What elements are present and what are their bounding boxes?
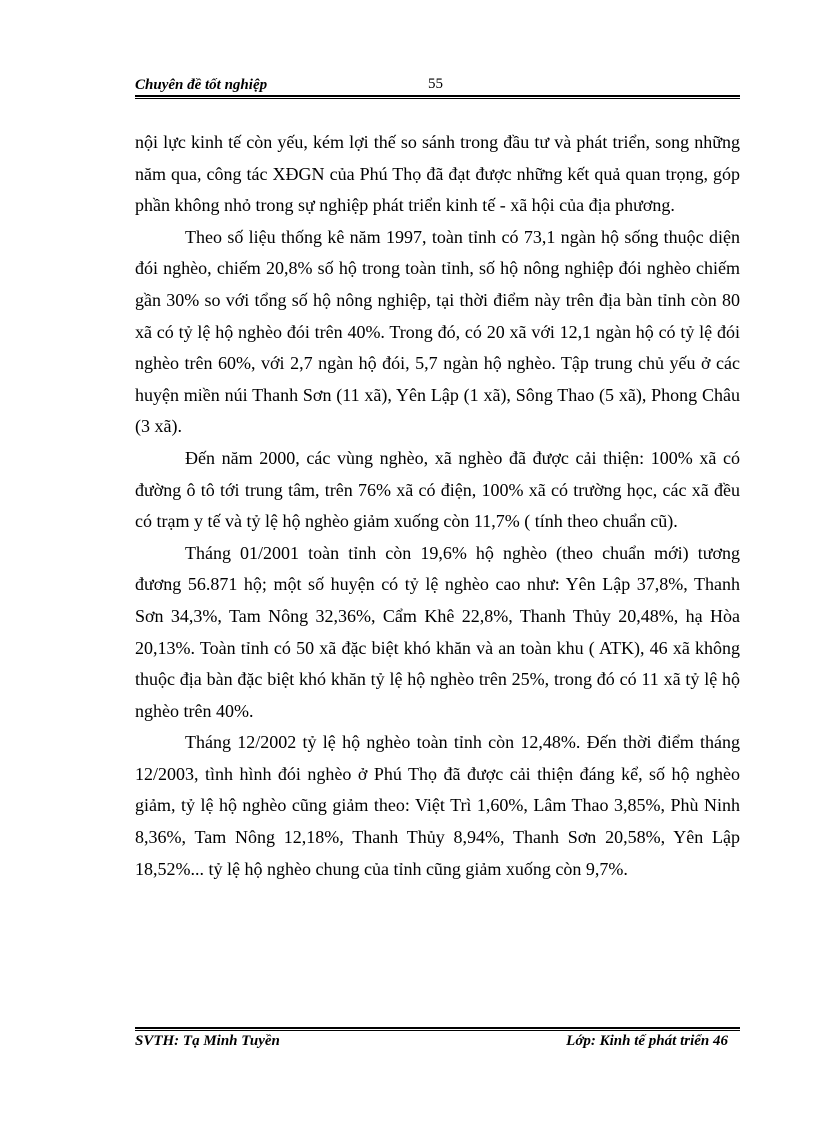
header-rule-thin [135, 98, 740, 99]
paragraph-2000-improvement: Đến năm 2000, các vùng nghèo, xã nghèo đã được cải thiện: 100% xã có đường ô tô tới trung tâm, trên 76% xã có điện, 100% xã có trường học, các xã đều có trạm y tế và tỷ lệ hộ nghèo giảm xuống còn 11,7% ( tính theo chuẩn cũ). [135, 447, 740, 532]
page-header [135, 74, 740, 96]
footer-rule-thin [135, 1030, 740, 1031]
page-number: 55 [428, 76, 443, 92]
paragraph-2002-2003: Tháng 12/2002 tỷ lệ hộ nghèo toàn tỉnh còn 12,48%. Đến thời điểm tháng 12/2003, tình hình đói nghèo ở Phú Thọ đã được cải thiện đáng kể, số hộ nghèo giảm, tỷ lệ hộ nghèo cũng giảm theo: Việt Trì 1,60%, Lâm Thao 3,85%, Phù Ninh 8,36%, Tam Nông 12,18%, Thanh Thủy 8,94%, Thanh Sơn 20,58%, Yên Lập 18,52%... tỷ lệ hộ nghèo chung của tỉnh cũng giảm xuống còn 9,7%. [135, 732, 740, 879]
page-body [135, 127, 740, 885]
header-rule [135, 95, 740, 97]
paragraph-2001-poverty: Tháng 01/2001 toàn tỉnh còn 19,6% hộ nghèo (theo chuẩn mới) tương đương 56.871 hộ; một số huyện có tỷ lệ nghèo cao như: Yên Lập 37,8%, Thanh Sơn 34,3%, Tam Nông 32,36%, Cẩm Khê 22,8%, Thanh Thủy 20,48%, hạ Hòa 20,13%. Toàn tỉnh có 50 xã đặc biệt khó khăn và an toàn khu ( ATK), 46 xã không thuộc địa bàn đặc biệt khó khăn tỷ lệ hộ nghèo trên 25%, trong đó có 11 xã tỷ lệ hộ nghèo trên 40%. [135, 542, 740, 721]
footer-author: SVTH: Tạ Minh Tuyền [135, 1033, 280, 1049]
footer-rule [135, 1027, 740, 1029]
footer-class: Lớp: Kinh tế phát triển 46 [566, 1033, 728, 1049]
paragraph-1997-statistics: Theo số liệu thống kê năm 1997, toàn tỉnh có 73,1 ngàn hộ sống thuộc diện đói nghèo, chiếm 20,8% số hộ trong toàn tỉnh, số hộ nông nghiệp đói nghèo chiếm gần 30% so với tổng số hộ nông nghiệp, tại thời điểm này trên địa bàn tỉnh còn 80 xã có tỷ lệ hộ nghèo đói trên 40%. Trong đó, có 20 xã với 12,1 ngàn hộ có tỷ lệ đói nghèo trên 60%, với 2,7 ngàn hộ đói, 5,7 ngàn hộ nghèo. Tập trung chủ yếu ở các huyện miền núi Thanh Sơn (11 xã), Yên Lập (1 xã), Sông Thao (5 xã), Phong Châu (3 xã). [135, 226, 740, 437]
paragraph-continued: nội lực kinh tế còn yếu, kém lợi thế so sánh trong đầu tư và phát triển, song những năm qua, công tác XĐGN của Phú Thọ đã đạt được những kết quả quan trọng, góp phần không nhỏ trong sự nghiệp phát triển kinh tế - xã hội của địa phương. [135, 132, 740, 216]
document-title: Chuyên đề tốt nghiệp [135, 77, 268, 93]
